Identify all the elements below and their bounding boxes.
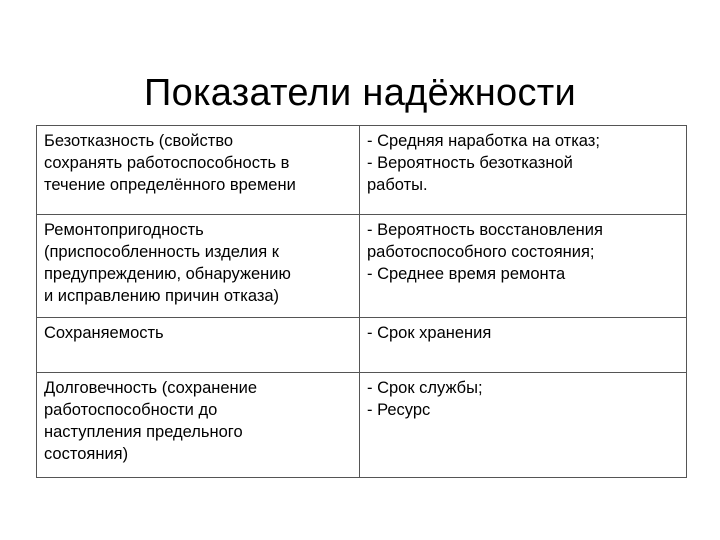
indicators-cell (360, 373, 687, 478)
table-row (37, 318, 687, 373)
indicator-text: - Срок службы; (367, 379, 483, 397)
indicators-cell (360, 126, 687, 215)
property-cell (37, 373, 360, 478)
property-text: Безотказность (свойство (44, 132, 234, 150)
property-cell (37, 318, 360, 373)
property-text: работоспособности до (44, 401, 218, 419)
table-row (37, 126, 687, 215)
reliability-indicators-table (36, 125, 687, 478)
property-text: Долговечность (сохранение (44, 379, 258, 397)
property-text: состояния) (44, 445, 129, 463)
indicator-text: - Вероятность безотказной (367, 154, 573, 172)
property-text: наступления предельного (44, 423, 243, 441)
property-cell (37, 215, 360, 318)
property-text: сохранять работоспособность в (44, 154, 290, 172)
page-title: Показатели надёжности (143, 72, 577, 115)
property-text: и исправлению причин отказа) (44, 287, 280, 305)
property-text: Сохраняемость (44, 324, 164, 342)
table-row (37, 215, 687, 318)
property-cell (37, 126, 360, 215)
indicator-text: - Среднее время ремонта (367, 265, 566, 283)
property-text: (приспособленность изделия к (44, 243, 279, 261)
indicators-cell (360, 215, 687, 318)
indicator-text: - Средняя наработка на отказ; (367, 132, 600, 150)
indicator-text: - Срок хранения (367, 324, 492, 342)
property-text: Ремонтопригодность (44, 221, 204, 239)
property-text: течение определённого времени (44, 176, 296, 194)
indicator-text: работы. (367, 176, 428, 194)
property-text: предупреждению, обнаружению (44, 265, 291, 283)
indicator-text: - Вероятность восстановления (367, 221, 603, 239)
indicators-cell (360, 318, 687, 373)
table-row (37, 373, 687, 478)
indicator-text: работоспособного состояния; (367, 243, 595, 261)
indicator-text: - Ресурс (367, 401, 431, 419)
